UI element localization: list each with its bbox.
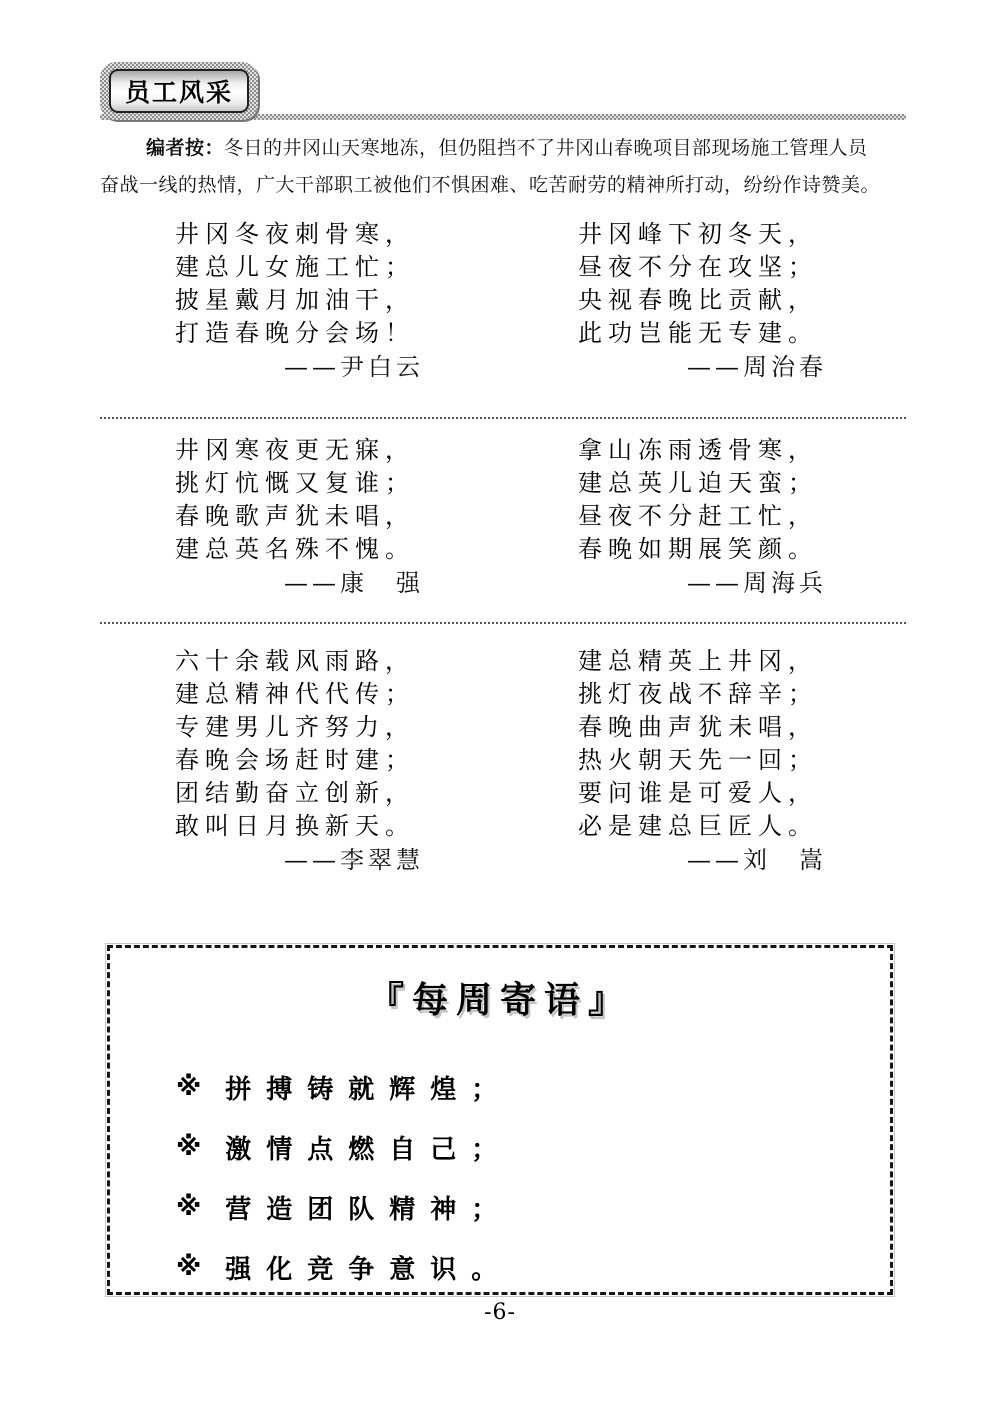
weekly-message-title: 『每周寄语』 [367, 980, 632, 1021]
weekly-message-text: 拼搏铸就辉煌； [225, 1074, 513, 1105]
editor-note-label: 编者按： [146, 137, 225, 159]
dotted-divider [100, 622, 906, 624]
poem-line: 建总英名殊不愧。 [175, 535, 415, 563]
poem-line: 建总精英上井冈， [578, 647, 818, 675]
poem-line: 打造春晚分会场！ [175, 319, 415, 347]
weekly-message-item [176, 1117, 890, 1177]
weekly-message-text: 营造团队精神； [225, 1194, 513, 1225]
reference-mark-icon: ※ [176, 1072, 202, 1102]
weekly-message-item [176, 1177, 890, 1237]
poem-li-cuihui [100, 645, 430, 877]
weekly-message-box [107, 945, 893, 1295]
poem-line: 建总英儿迫天蛮； [578, 469, 818, 497]
poem-row-3 [100, 645, 906, 877]
poem-line: 热火朝天先一回； [578, 746, 818, 774]
poem-line: 井冈峰下初冬天， [578, 220, 818, 248]
poem-line: 央视春晚比贡献， [578, 286, 818, 314]
poem-line: 挑灯忼慨又复谁； [175, 469, 415, 497]
weekly-message-list [176, 1057, 890, 1297]
poem-author: ——康 强 [284, 569, 424, 597]
editor-note [100, 130, 900, 204]
poem-line: 团结勤奋立创新， [175, 779, 415, 807]
page-number: -6- [484, 1300, 516, 1325]
poem-line: 敢叫日月换新天。 [175, 812, 415, 840]
poem-line: 建总精神代代传； [175, 680, 415, 708]
poem-kang-qiang [100, 434, 430, 600]
weekly-message-item [176, 1057, 890, 1117]
poem-line: 要问谁是可爱人， [578, 779, 818, 807]
poem-line: 挑灯夜战不辞辛； [578, 680, 818, 708]
poem-author: ——李翠慧 [284, 846, 424, 874]
editor-note-line2: 奋战一线的热情，广大干部职工被他们不惧困难、吃苦耐劳的精神所打动，纷纷作诗赞美。 [100, 174, 881, 196]
poem-line: 六十余载风雨路， [175, 647, 415, 675]
weekly-message-item [176, 1237, 890, 1297]
editor-note-line1: 冬日的井冈山天寒地冻，但仍阻挡不了井冈山春晚项目部现场施工管理人员 [224, 137, 868, 159]
poem-line: 昼夜不分赶工忙， [578, 502, 818, 530]
section-badge-label: 员工风采 [109, 69, 249, 113]
poem-line: 春晚如期展笑颜。 [578, 535, 818, 563]
weekly-message-text: 激情点燃自己； [225, 1134, 513, 1165]
reference-mark-icon: ※ [176, 1132, 202, 1162]
poem-line: 披星戴月加油干， [175, 286, 415, 314]
poem-line: 春晚会场赶时建； [175, 746, 415, 774]
dotted-divider [100, 417, 906, 419]
poem-line: 春晚歌声犹未唱， [175, 502, 415, 530]
section-badge [100, 62, 258, 120]
poem-author: ——尹白云 [284, 353, 424, 381]
poem-line: 专建男儿齐努力， [175, 713, 415, 741]
poem-line: 建总儿女施工忙； [175, 253, 415, 281]
poem-zhou-zhichun [503, 218, 833, 384]
poem-row-2 [100, 434, 906, 600]
poem-author: ——周海兵 [687, 569, 827, 597]
poem-author: ——周治春 [687, 353, 827, 381]
poem-line: 昼夜不分在攻坚； [578, 253, 818, 281]
poem-zhou-haibing [503, 434, 833, 600]
poem-line: 拿山冻雨透骨寒， [578, 436, 818, 464]
poem-author: ——刘 嵩 [687, 846, 827, 874]
poem-row-1 [100, 218, 906, 384]
reference-mark-icon: ※ [176, 1252, 202, 1282]
weekly-message-text: 强化竞争意识。 [225, 1254, 513, 1285]
poem-liu-song [503, 645, 833, 877]
poem-line: 井冈冬夜刺骨寒， [175, 220, 415, 248]
reference-mark-icon: ※ [176, 1192, 202, 1222]
poem-line: 必是建总巨匠人。 [578, 812, 818, 840]
poem-line: 春晚曲声犹未唱， [578, 713, 818, 741]
poem-yin-baiyun [100, 218, 430, 384]
poem-line: 井冈寒夜更无寐， [175, 436, 415, 464]
poem-line: 此功岂能无专建。 [578, 319, 818, 347]
